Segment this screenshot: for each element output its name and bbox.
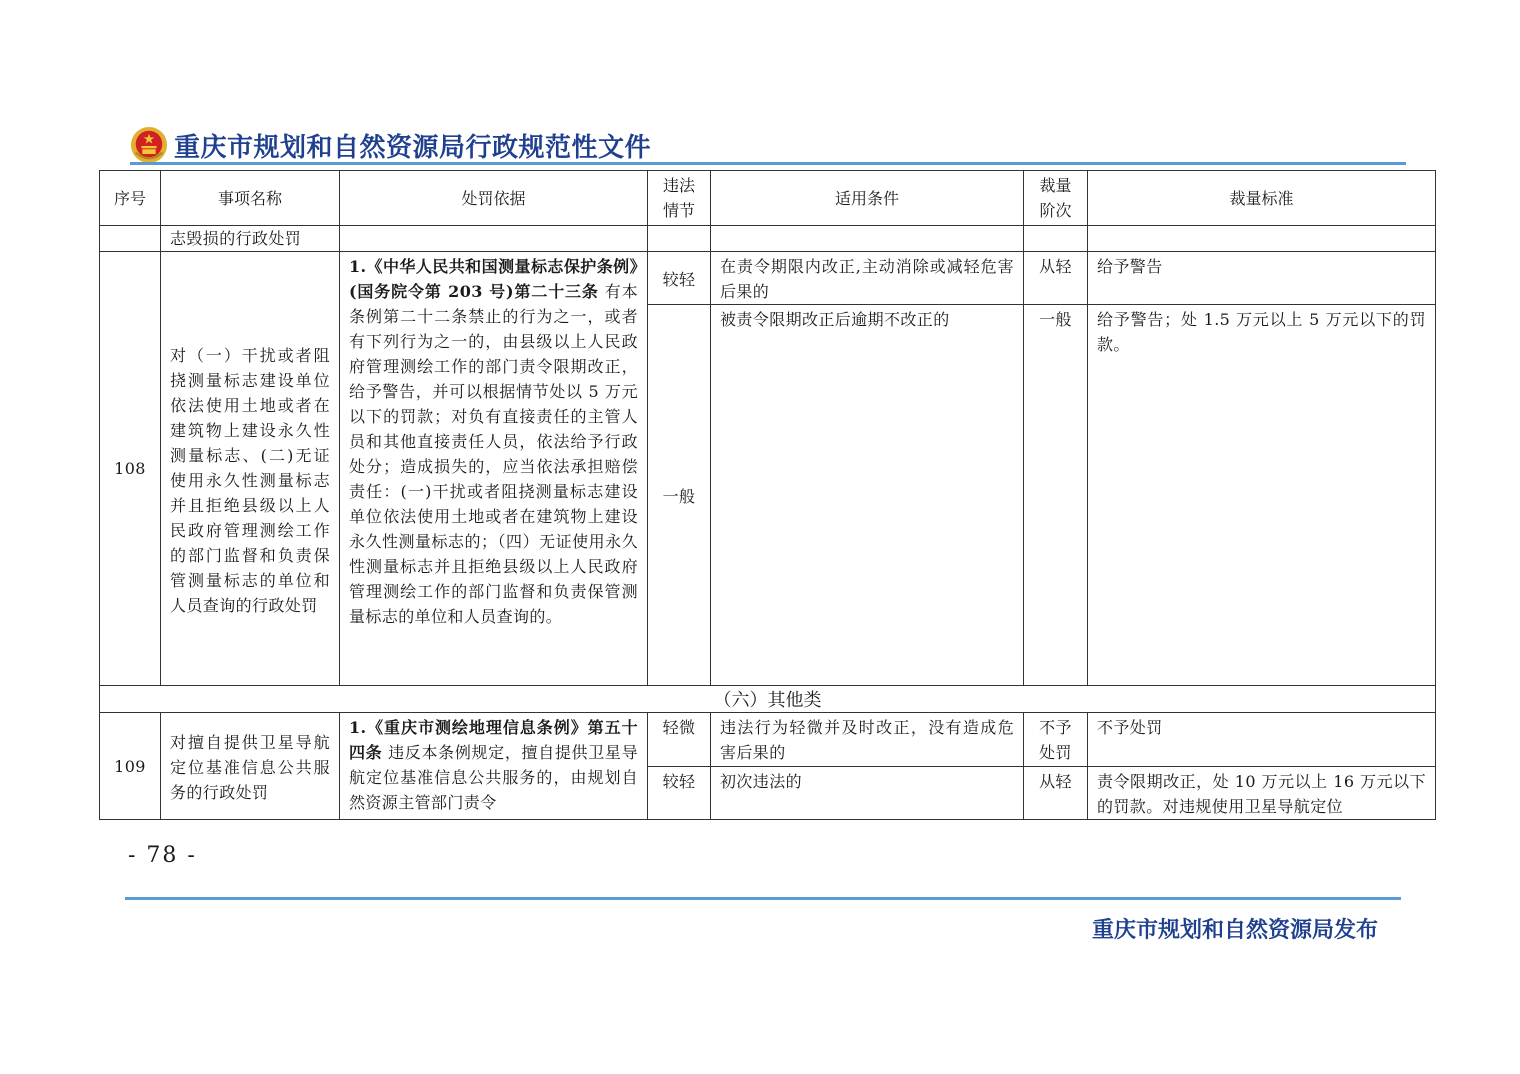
- standard: 责令限期改正，处 10 万元以上 16 万元以下的罚款。对违规使用卫星导航定位: [1097, 772, 1426, 816]
- item-name: 对（一）干扰或者阻挠测量标志建设单位依法使用土地或者在建筑物上建设永久性测量标志、(二)无证使用永久性测量标志并且拒绝县级以上人民政府管理测绘工作的部门监督和负责保管测量标志的单位和人员查询的行政处罚: [170, 346, 330, 615]
- item-no: 108: [114, 459, 146, 478]
- item-name: 对擅自提供卫星导航定位基准信息公共服务的行政处罚: [170, 732, 330, 802]
- footer-divider: [125, 897, 1401, 900]
- cell-empty: [711, 226, 1024, 252]
- cell-109-cond-1: [711, 713, 1024, 767]
- cell-109-basis: [340, 713, 648, 820]
- cell-108-level-2: [1024, 305, 1088, 686]
- table-row-category: [100, 686, 1436, 713]
- circumstance: 一般: [662, 486, 696, 506]
- table-row-108a: [100, 252, 1436, 305]
- cell-108-std-1: [1088, 252, 1436, 305]
- cell-empty: [1024, 226, 1088, 252]
- cell-108-level-1: [1024, 252, 1088, 305]
- cell-108-basis: [340, 252, 648, 686]
- table-row-109a: [100, 713, 1436, 767]
- condition: 违法行为轻微并及时改正，没有造成危害后果的: [720, 718, 1014, 762]
- category-heading: （六）其他类: [100, 686, 1436, 713]
- col-header-condition: 适用条件: [711, 171, 1024, 226]
- standard: 不予处罚: [1097, 718, 1163, 737]
- col-header-basis: 处罚依据: [340, 171, 648, 226]
- header-divider: [130, 162, 1406, 165]
- page-number: - 78 -: [128, 843, 197, 868]
- basis-text: [340, 713, 647, 815]
- condition: 初次违法的: [720, 772, 803, 791]
- condition: 在责令期限内改正,主动消除或减轻危害后果的: [720, 257, 1014, 301]
- cell-109-cond-2: [711, 767, 1024, 820]
- standard: 给予警告；处 1.5 万元以上 5 万元以下的罚款。: [1097, 310, 1426, 354]
- col-header-level: [1024, 171, 1088, 226]
- level: 不予处罚: [1039, 718, 1072, 762]
- penalty-discretion-table: [99, 170, 1436, 820]
- col-header-circumstance-text: 违法情节: [662, 176, 695, 220]
- cell-empty: [1088, 226, 1436, 252]
- cell-108-circ-2: [648, 305, 711, 686]
- continued-name-text: 志毁损的行政处罚: [170, 229, 302, 248]
- circumstance: 较轻: [662, 269, 696, 289]
- cell-109-circ-2: [648, 767, 711, 820]
- cell-109-std-2: [1088, 767, 1436, 820]
- cell-108-circ-1: [648, 252, 711, 305]
- level: 从轻: [1039, 257, 1072, 276]
- cell-109-level-1: [1024, 713, 1088, 767]
- cell-name-continued: [161, 226, 340, 252]
- table-header-row: [100, 171, 1436, 226]
- col-header-circumstance: [648, 171, 711, 226]
- level: 一般: [1039, 310, 1072, 329]
- item-no: 109: [114, 756, 146, 776]
- cell-108-std-2: [1088, 305, 1436, 686]
- condition: 被责令限期改正后逾期不改正的: [720, 310, 950, 329]
- cell-109-circ-1: [648, 713, 711, 767]
- circumstance: 较轻: [662, 772, 696, 791]
- circumstance: 轻微: [662, 718, 696, 737]
- cell-108-name: [161, 252, 340, 686]
- basis-title: 1.《重庆市测绘地理信息条例》第五十四条: [349, 718, 638, 762]
- cell-109-name: [161, 713, 340, 820]
- basis-body: 有本条例第二十二条禁止的行为之一，或者有下列行为之一的，由县级以上人民政府管理测绘工作的部门责令限期改正，给予警告，并可以根据情节处以 5 万元以下的罚款；对负有直接责任的主管人员和其他直接责任人员，依法给予行政处分；造成损失的，应当依法承担赔偿责任：(一)干扰或者阻挠测量标志建设单位依法使用土地或者在建筑物上建设永久性测量标志的；（四）无证使用永久性测量标志并且拒绝县级以上人民政府管理测绘工作的部门监督和负责保管测量标志的单位和人员查询的。: [349, 282, 638, 626]
- col-header-name: 事项名称: [161, 171, 340, 226]
- basis-title: 1.《中华人民共和国测量标志保护条例》(国务院令第 203 号)第二十三条: [349, 257, 638, 301]
- standard: 给予警告: [1097, 257, 1163, 276]
- cell-108-no: [100, 252, 161, 686]
- cell-109-level-2: [1024, 767, 1088, 820]
- national-emblem-icon: [130, 126, 168, 164]
- col-header-level-text: 裁量阶次: [1039, 176, 1072, 220]
- cell-empty: [340, 226, 648, 252]
- cell-108-cond-2: [711, 305, 1024, 686]
- table-row-continuation: [100, 226, 1436, 252]
- col-header-standard: 裁量标准: [1088, 171, 1436, 226]
- cell-108-cond-1: [711, 252, 1024, 305]
- header-title: 重庆市规划和自然资源局行政规范性文件: [174, 132, 652, 163]
- level: 从轻: [1039, 772, 1072, 791]
- cell-109-std-1: [1088, 713, 1436, 767]
- cell-empty: [648, 226, 711, 252]
- cell-empty: [100, 226, 161, 252]
- basis-text: [340, 252, 647, 629]
- col-header-no: 序号: [100, 171, 161, 226]
- basis-body: 违反本条例规定，擅自提供卫星导航定位基准信息公共服务的，由规划自然资源主管部门责令: [349, 743, 638, 812]
- cell-109-no: [100, 713, 161, 820]
- publisher-label: 重庆市规划和自然资源局发布: [1091, 918, 1378, 943]
